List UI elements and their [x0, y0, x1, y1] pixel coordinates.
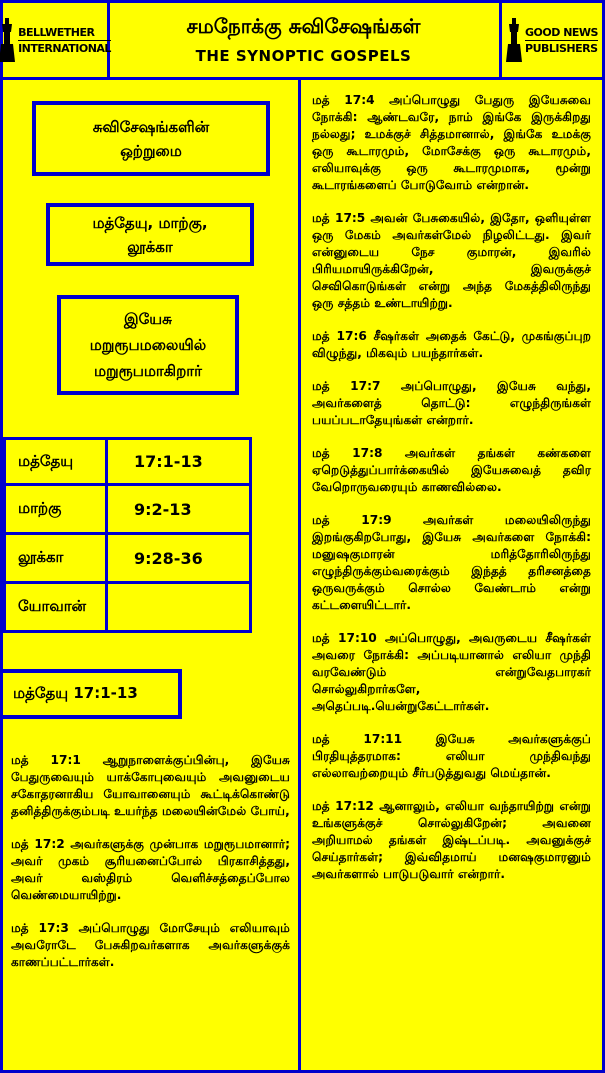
box-transfiguration [57, 295, 239, 395]
verse-paragraph: மத் 17:4 அப்பொழுது பேதுரு இயேசுவை நோக்கி: ஆண்டவரே, நாம் இங்கே இருக்கிறது நல்லது; உமக்குச் சித்தமானால், இங்கே உமக்கு ஒரு கூடாரமும், மோசேக்கு ஒரு கூடாரமும், எலியாவுக்கு ஒரு கூடாரமுமாக, மூன்று கூடாரங்களைப் போடுவோம் என்றான். [312, 93, 591, 192]
book-cell: மாற்கு [6, 486, 108, 532]
verse-paragraph: மத் 17:2 அவர்களுக்கு முன்பாக மறுரூபமானார்; அவர் முகம் சூரியனைப்போல் பிரகாசித்தது, அவர் வஸ்திரம் வெளிச்சத்தைப்போல வெண்மையாயிற்று. [11, 837, 290, 902]
box-transfig-line3: மறுரூபமாகிறார் [94, 362, 202, 380]
reference-table [3, 437, 252, 633]
passage-reference: மத்தேயு 17:1-13 [3, 669, 182, 719]
logo-left-line1: BELLWETHER [18, 25, 111, 41]
box-unity-line2: ஒற்றுமை [120, 141, 182, 160]
logo-left-line2: INTERNATIONAL [18, 41, 111, 55]
verse-paragraph: மத் 17:6 சீஷர்கள் அதைக் கேட்டு, முகங்குப்புற விழுந்து, மிகவும் பயந்தார்கள். [312, 329, 591, 360]
title-tamil: சமநோக்கு சுவிசேஷங்கள் [186, 14, 421, 38]
verse-paragraph: மத் 17:12 ஆனாலும், எலியா வந்தாயிற்று என்று உங்களுக்குச் சொல்லுகிறேன்; அவனை அறியாமல் தங்கள் இஷ்டப்படி. அவனுக்குச் செய்தார்கள்; இவ்விதமாய் மனஷகுமாரனும் அவர்களால் பாடுபடுவார் என்றார். [312, 799, 591, 881]
good-news-logo [499, 3, 602, 77]
book-cell: லூக்கா [6, 535, 108, 581]
bell-tower-icon [0, 18, 15, 62]
box-gospels [46, 203, 254, 266]
verse-paragraph: மத் 17:1 ஆறுநாளைக்குப்பின்பு, இயேசு பேதுருவையும் யாக்கோபுவையும் அவனுடைய சகோதரனாகிய யோவானையும் கூட்டிக்கொண்டு தனித்திருக்கும்படி உயர்ந்த மலையின்மேல் போய், [11, 753, 290, 818]
ref-cell: 17:1-13 [134, 452, 203, 471]
book-cell: யோவான் [6, 584, 108, 630]
verse-paragraph: மத் 17:3 அப்பொழுது மோசேயும் எலியாவும் அவரோடே பேசுகிறவர்களாக அவர்களுக்குக் காணப்பட்டார்கள். [11, 921, 290, 969]
bell-tower-icon [506, 18, 522, 62]
box-gospels-line2: லூக்கா [127, 237, 173, 256]
box-transfig-line1: இயேசு [124, 310, 172, 328]
title-block [110, 3, 497, 77]
verse-paragraph: மத் 17:8 அவர்கள் தங்கள் கண்களை ஏறெடுத்துப்பார்க்கையில் இயேசுவைத் தவிர வேறொருவரையும் காணவில்லை. [312, 446, 591, 494]
box-transfig-line2: மறுரூபமலையில் [89, 336, 207, 354]
verse-paragraph: மத் 17:5 அவன் பேசுகையில், இதோ, ஒளியுள்ள ஒரு மேகம் அவர்கள்மேல் நிழலிட்டது. இவர் என்னுடைய நேச குமாரன், இவரில் பிரியமாயிருக்கிறேன், இவருக்குச் செவிகொடுங்கள் என்று அந்த மேகத்திலிருந்து ஒரு சத்தம் உண்டாயிற்று. [312, 211, 591, 310]
table-row [3, 437, 252, 486]
verse-paragraph: மத் 17:9 அவர்கள் மலையிலிருந்து இறங்குகிறபோது, இயேசு அவர்களை நோக்கி: மனுஷகுமாரன் மரித்தோரிலிருந்து எழுந்திருக்கும்வரைக்கும் இந்தத் தரிசனத்தை ஒருவருக்கும் சொல்ல வேண்டாம் என்று கட்டளையிட்டார். [312, 513, 591, 612]
logo-right-line2: PUBLISHERS [525, 41, 598, 55]
left-verses [11, 752, 290, 987]
book-cell: மத்தேயு [6, 440, 108, 483]
table-row [3, 486, 252, 535]
box-unity [32, 101, 270, 176]
ref-cell: 9:2-13 [134, 499, 192, 519]
ref-cell: 9:28-36 [134, 548, 203, 568]
bellwether-logo [3, 3, 110, 77]
table-row [3, 584, 252, 633]
verse-paragraph: மத் 17:10 அப்பொழுது, அவருடைய சீஷர்கள் அவரை நோக்கி: அப்படியானால் எலியா முந்தி வரவேண்டும் என்றுவேதபாரகர் சொல்லுகிறார்களே, அதெப்படி.யென்றுகேட்டார்கள். [312, 631, 591, 713]
title-english: THE SYNOPTIC GOSPELS [195, 47, 412, 65]
right-verses [312, 92, 591, 899]
table-row [3, 535, 252, 584]
verse-paragraph: மத் 17:7 அப்பொழுது, இயேசு வந்து, அவர்களைத் தொட்டு: எழுந்திருங்கள் பயப்படாதேயுங்கள் என்றார். [312, 379, 591, 427]
logo-right-line1: GOOD NEWS [525, 25, 598, 39]
box-unity-line1: சுவிசேஷங்களின் [92, 117, 210, 136]
column-divider [298, 80, 301, 1073]
verse-paragraph: மத் 17:11 இயேசு அவர்களுக்குப் பிரதியுத்தரமாக: எலியா முந்திவந்து எல்லாவற்றையும் சீர்படுத்துவது மெய்தான். [312, 732, 591, 780]
box-gospels-line1: மத்தேயு, மாற்கு, [92, 213, 208, 232]
header [0, 0, 605, 80]
ref-cell [108, 584, 249, 630]
